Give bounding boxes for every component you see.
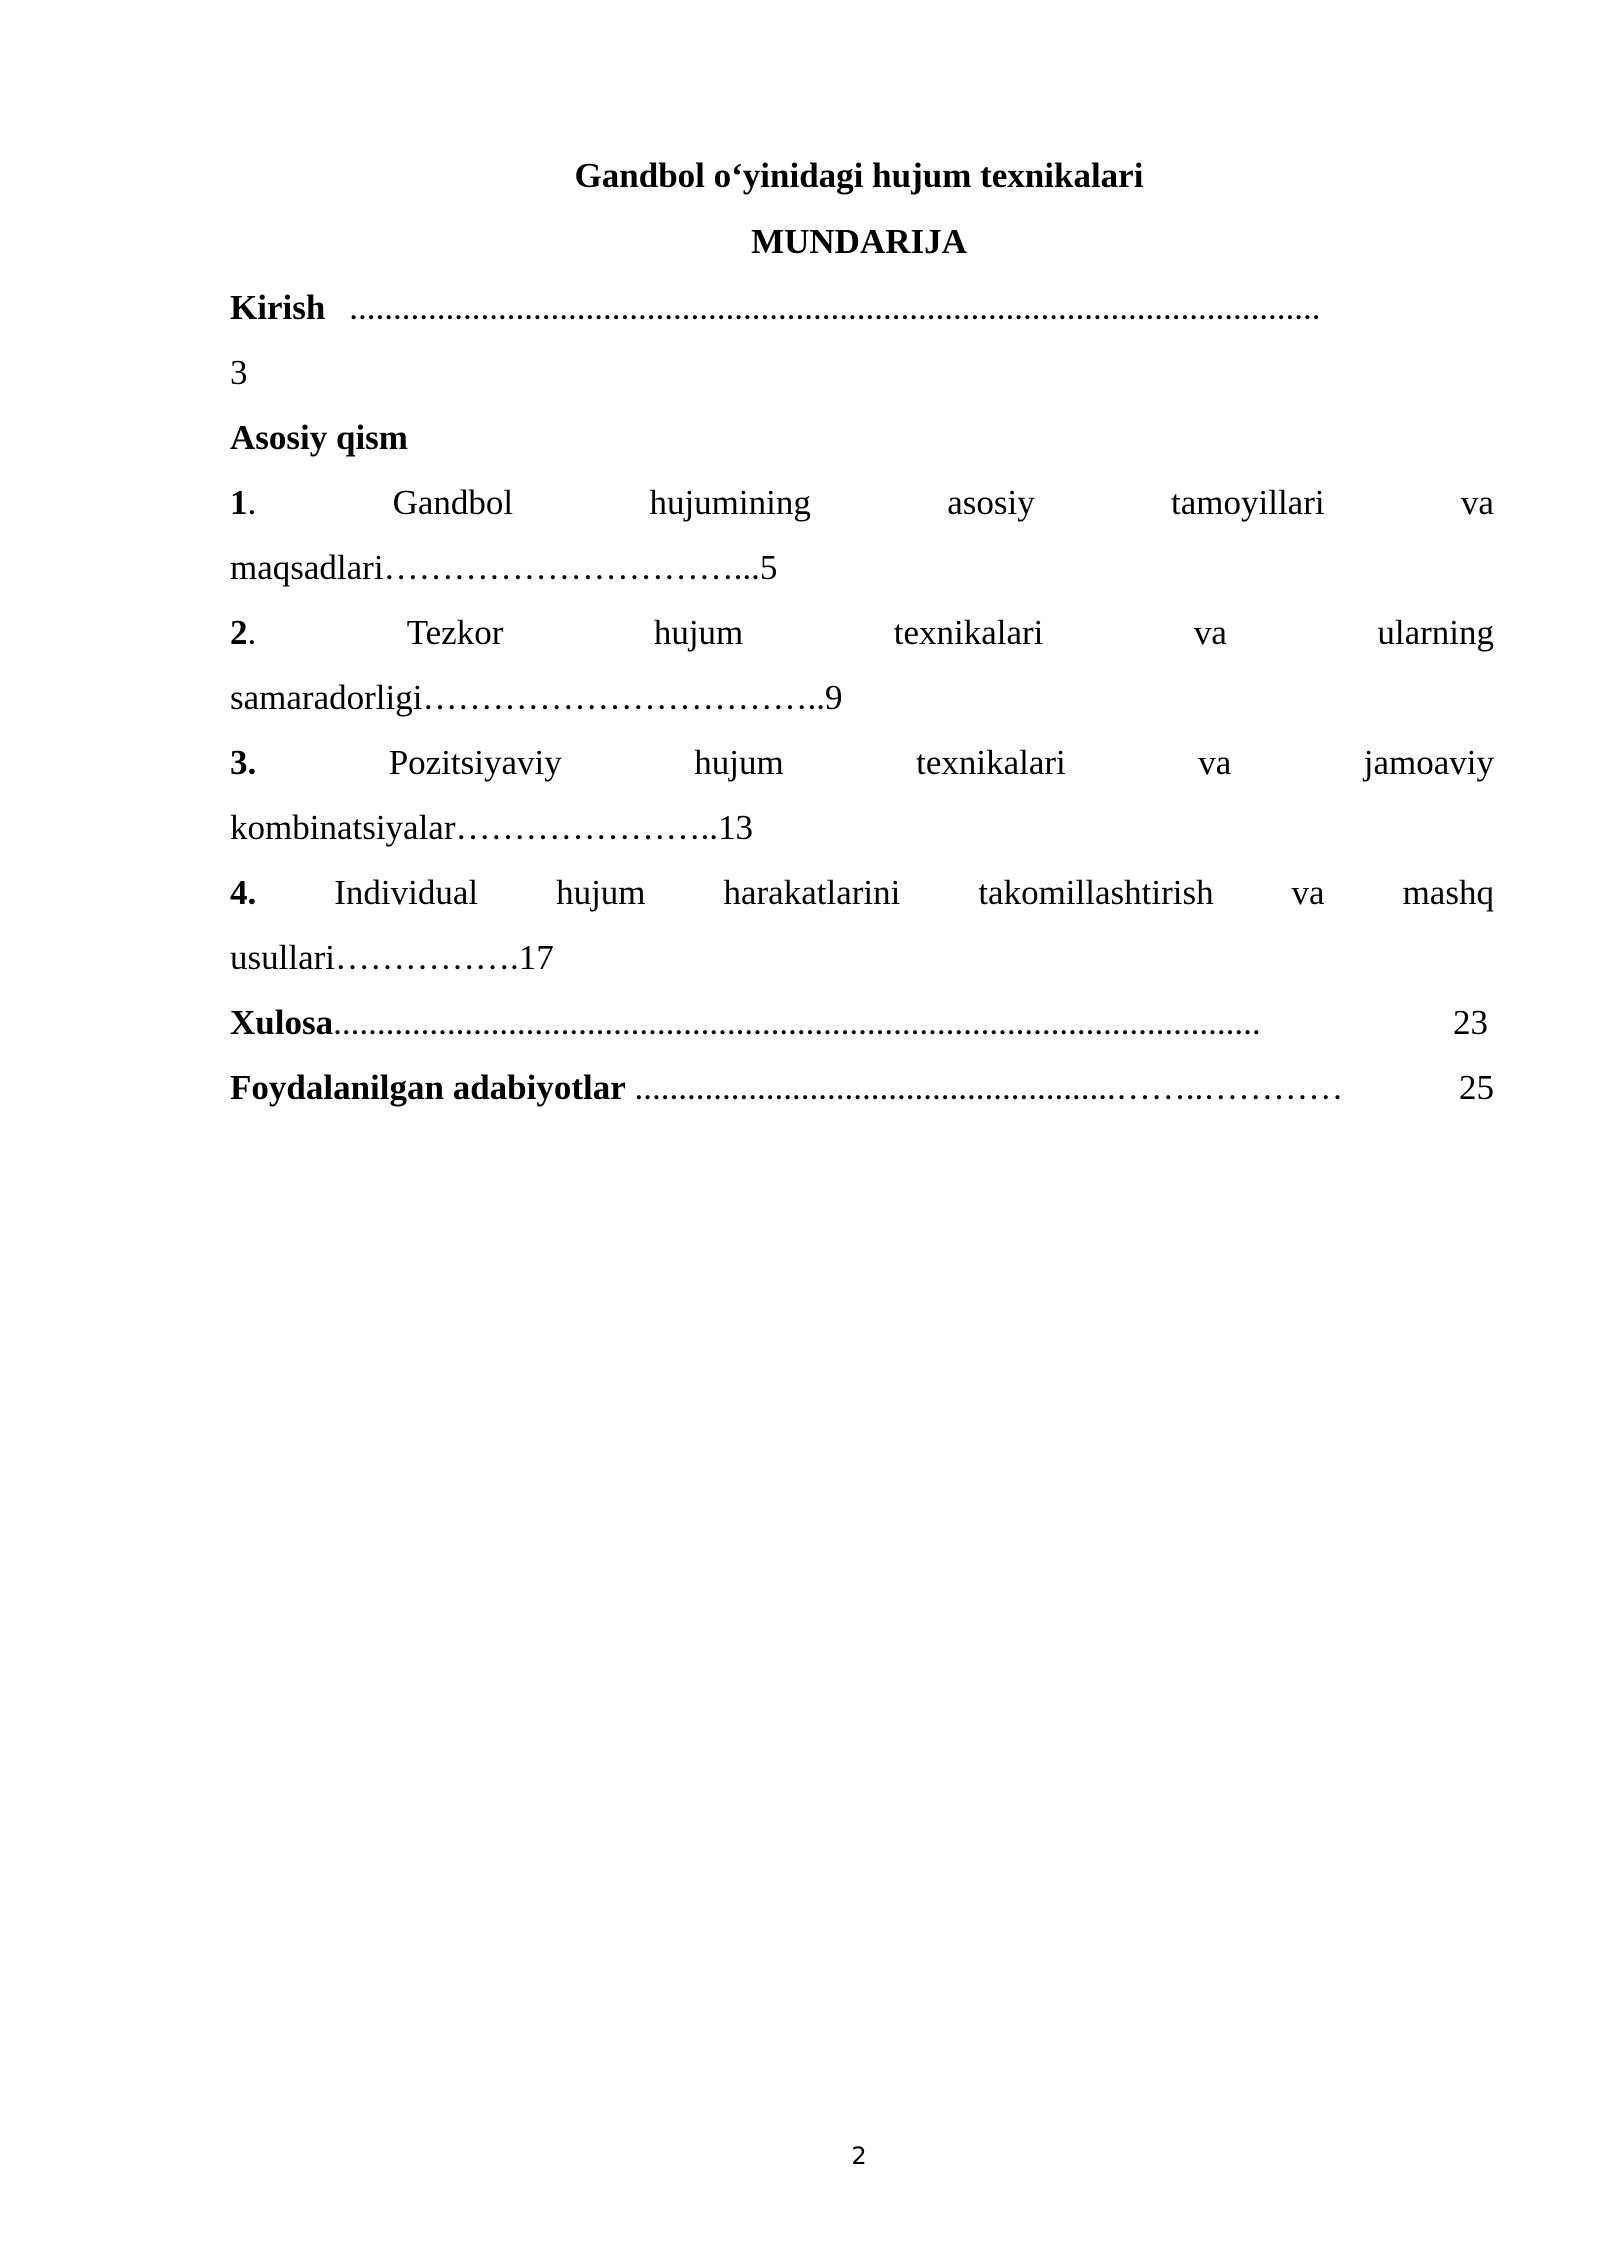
- toc-entry-1[interactable]: [230, 479, 1494, 527]
- toc-word: hujum: [694, 743, 784, 782]
- toc-word: kombinatsiyalar: [230, 808, 456, 847]
- toc-page: 23: [1453, 1003, 1488, 1042]
- toc-label: Kirish: [230, 288, 326, 327]
- toc-word: Gandbol: [392, 483, 514, 522]
- toc-word: Tezkor: [406, 613, 504, 652]
- toc-word: Individual: [334, 873, 479, 912]
- toc-label: Foydalanilgan adabiyotlar: [230, 1068, 626, 1107]
- toc-main-part: Asosiy qism: [230, 418, 408, 457]
- toc-leader: …………………………...: [383, 548, 760, 587]
- toc-entry-3[interactable]: [230, 739, 1494, 787]
- page-number: 2: [851, 2142, 867, 2170]
- toc-word: jamoaviy: [1363, 743, 1494, 782]
- toc-entry-4-cont[interactable]: [230, 934, 1494, 982]
- toc-word: va: [1193, 613, 1227, 652]
- toc-leader: ...............................................................................................................: [349, 288, 1321, 327]
- toc-leader: …………….: [334, 938, 519, 977]
- toc-word: va: [1198, 743, 1232, 782]
- toc-page: 25: [1459, 1068, 1494, 1107]
- toc-entry-intro[interactable]: [230, 284, 1494, 332]
- toc-word: hujumining: [649, 483, 811, 522]
- toc-entry-3-cont[interactable]: [230, 804, 1494, 852]
- toc-number: 1.: [230, 483, 257, 522]
- toc-word: usullari: [230, 938, 335, 977]
- toc-entry-4[interactable]: [230, 869, 1494, 917]
- toc-word: hujum: [653, 613, 744, 652]
- toc-page: 9: [824, 678, 843, 717]
- toc-word: texnikalari: [916, 743, 1066, 782]
- toc-word: samaradorligi: [230, 678, 423, 717]
- toc-entry-1-cont[interactable]: [230, 544, 1494, 592]
- document-title: Gandbol o‘yinidagi hujum texnikalari: [574, 156, 1144, 195]
- toc-page: 13: [718, 808, 754, 847]
- toc-entry-2-cont[interactable]: [230, 674, 1494, 722]
- toc-number: 4.: [230, 873, 257, 912]
- toc-word: asosiy: [947, 483, 1035, 522]
- toc-entry-2[interactable]: [230, 609, 1494, 657]
- toc-entry-conclusion[interactable]: [230, 999, 1494, 1047]
- toc-number: 3.: [230, 743, 257, 782]
- toc-word: takomillashtirish: [978, 873, 1214, 912]
- toc-page: 5: [759, 548, 778, 587]
- toc-page: 17: [518, 938, 554, 977]
- toc-word: tamoyillari: [1171, 483, 1325, 522]
- toc-word: ularning: [1377, 613, 1494, 652]
- toc-word: Pozitsiyaviy: [388, 743, 562, 782]
- toc-word: va: [1460, 483, 1494, 522]
- toc-word: harakatlarini: [723, 873, 901, 912]
- toc-leader: ……………………………..: [422, 678, 825, 717]
- toc-leader: .......................................................……..…………: [625, 1068, 1344, 1107]
- toc-leader: ..........................................................................................................: [333, 1003, 1261, 1042]
- toc-label: Xulosa: [230, 1003, 334, 1042]
- toc-word: texnikalari: [893, 613, 1044, 652]
- toc-page-intro: 3: [230, 353, 248, 392]
- toc-number: 2.: [230, 613, 257, 652]
- toc-word: va: [1291, 873, 1325, 912]
- toc-word: hujum: [556, 873, 646, 912]
- toc-word: maqsadlari: [230, 548, 384, 587]
- toc-entry-references[interactable]: [230, 1064, 1494, 1112]
- toc-leader: …………………..: [455, 808, 719, 847]
- toc-heading: MUNDARIJA: [751, 222, 967, 261]
- toc-word: mashq: [1402, 873, 1494, 912]
